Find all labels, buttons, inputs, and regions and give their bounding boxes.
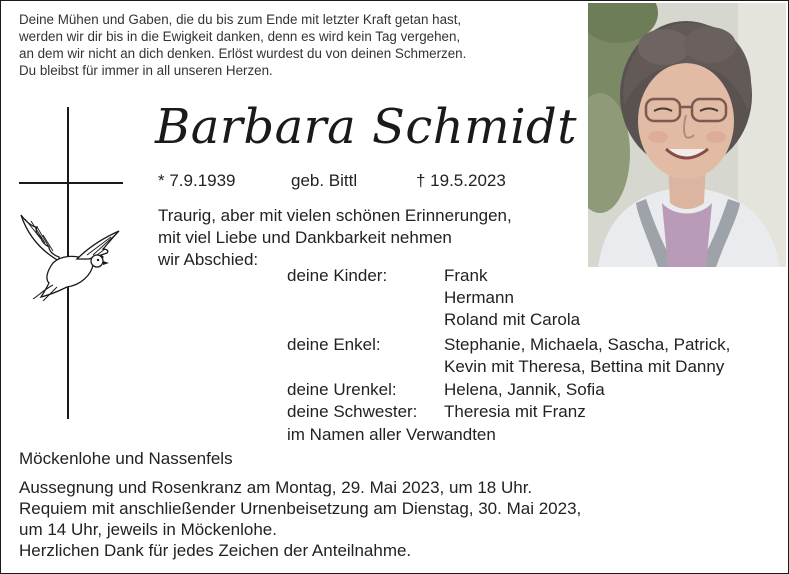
intro-line: Du bleibst für immer in all unseren Herzen.: [19, 63, 273, 78]
birth-date: * 7.9.1939: [158, 171, 236, 190]
relative-name: Stephanie, Michaela, Sascha, Patrick,: [444, 335, 731, 354]
intro-poem: [19, 11, 579, 79]
service-line: Aussegnung und Rosenkranz am Montag, 29. Mai 2023, um 18 Uhr.: [19, 478, 533, 497]
relation-label: deine Urenkel:: [287, 380, 397, 399]
deceased-name: Barbara Schmidt: [155, 99, 578, 155]
intro-line: Deine Mühen und Gaben, die du bis zum Ende mit letzter Kraft getan hast,: [19, 12, 462, 27]
service-info: [19, 477, 581, 561]
dove-icon: [15, 209, 123, 301]
relative-name: Roland mit Carola: [444, 310, 581, 329]
place-text: Möckenlohe und Nassenfels: [19, 449, 233, 468]
mourning-line: wir Abschied:: [158, 250, 259, 269]
intro-line: werden wir dir bis in die Ewigkeit danken, denn es wird kein Tag vergehen,: [19, 29, 461, 44]
mourning-text: [158, 205, 512, 271]
service-line: Herzlichen Dank für jedes Zeichen der Anteilnahme.: [19, 541, 412, 560]
service-line: um 14 Uhr, jeweils in Möckenlohe.: [19, 520, 277, 539]
on-behalf-text: im Namen aller Verwandten: [287, 425, 496, 444]
relation-label: deine Schwester:: [287, 402, 418, 421]
relative-name: Helena, Jannik, Sofia: [444, 380, 605, 399]
relative-name: Frank: [444, 266, 488, 285]
mourning-line: Traurig, aber mit vielen schönen Erinnerungen,: [158, 206, 512, 225]
relative-name: Hermann: [444, 288, 514, 307]
intro-line: an dem wir nicht an dich denken. Erlöst wurdest du von deinen Schmerzen.: [19, 46, 467, 61]
relative-name: Kevin mit Theresa, Bettina mit Danny: [444, 357, 725, 376]
relative-name: Theresia mit Franz: [444, 402, 586, 421]
birth-name: geb. Bittl: [291, 171, 358, 190]
death-date: † 19.5.2023: [416, 171, 506, 190]
service-line: Requiem mit anschließender Urnenbeisetzung am Dienstag, 30. Mai 2023,: [19, 499, 582, 518]
portrait-photo: [588, 3, 786, 267]
relation-label: deine Enkel:: [287, 335, 381, 354]
mourning-line: mit viel Liebe und Dankbarkeit nehmen: [158, 228, 452, 247]
relation-label: deine Kinder:: [287, 266, 388, 285]
